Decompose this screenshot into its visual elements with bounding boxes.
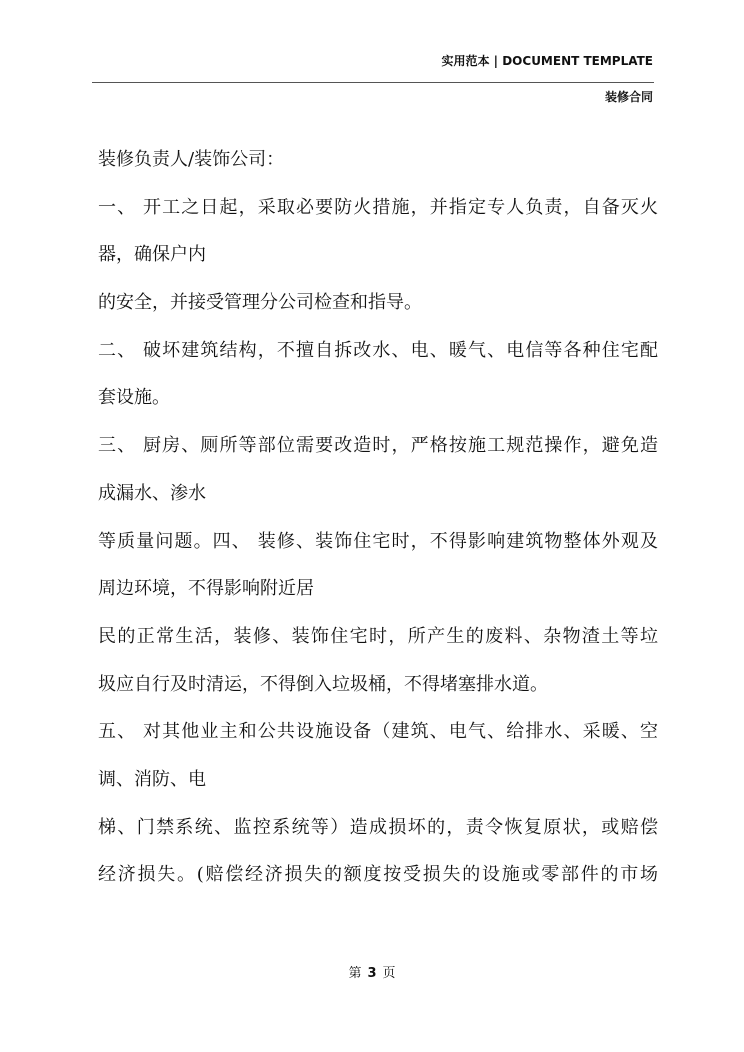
body-line: 一、 开工之日起，采取必要防火措施，并指定专人负责，自备灭火 — [98, 196, 658, 218]
body-line: 梯、门禁系统、监控系统等）造成损坏的，责令恢复原状，或赔偿 — [98, 816, 658, 838]
body-line: 圾应自行及时清运，不得倒入垃圾桶，不得堵塞排水道。 — [98, 673, 548, 695]
body-line: 经济损失。(赔偿经济损失的额度按受损失的设施或零部件的市场 — [98, 864, 658, 886]
body-line: 的安全，并接受管理分公司检查和指导。 — [98, 292, 422, 314]
footer-prefix: 第 — [348, 966, 362, 981]
page-number: 3 — [367, 966, 377, 981]
body-line: 等质量问题。四、 装修、装饰住宅时，不得影响建筑物整体外观及 — [98, 530, 658, 552]
body-line: 民的正常生活，装修、装饰住宅时，所产生的废料、杂物渣土等垃 — [98, 625, 658, 647]
footer-suffix: 页 — [382, 966, 396, 981]
header-divider — [92, 82, 654, 83]
header-document-title: 装修合同 — [604, 90, 653, 104]
body-line: 器，确保户内 — [98, 244, 206, 266]
body-line: 装修负责人/装饰公司： — [98, 149, 285, 170]
body-line: 成漏水、渗水 — [98, 482, 206, 504]
body-line: 五、 对其他业主和公共设施设备（建筑、电气、给排水、采暖、空 — [98, 721, 658, 743]
body-line: 三、 厨房、厕所等部位需要改造时，严格按施工规范操作，避免造 — [98, 435, 658, 457]
body-line: 周边环境，不得影响附近居 — [98, 578, 314, 600]
body-line: 调、消防、电 — [98, 768, 206, 790]
page-footer — [0, 962, 744, 981]
header-template-label: 实用范本 | DOCUMENT TEMPLATE — [441, 54, 653, 68]
body-line: 套设施。 — [98, 387, 170, 409]
body-line: 二、 破坏建筑结构，不擅自拆改水、电、暖气、电信等各种住宅配 — [98, 339, 658, 361]
document-body — [98, 136, 658, 899]
